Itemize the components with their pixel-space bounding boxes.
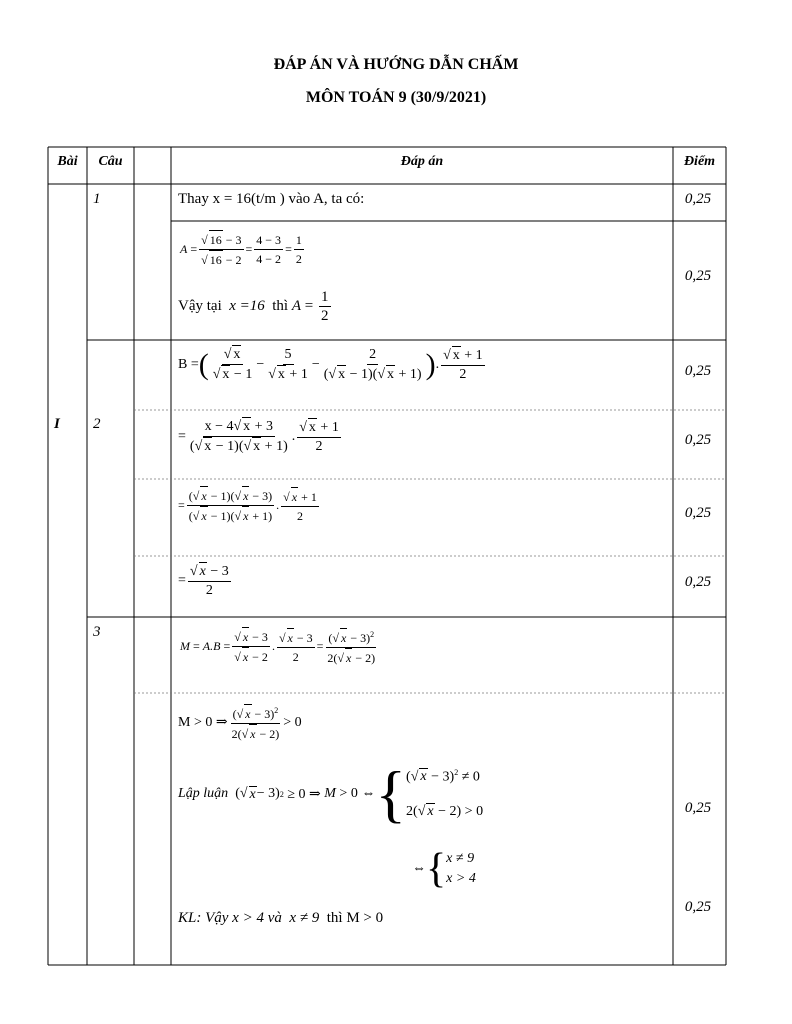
row-8-implication: M > 0 ⇒ $\frac{(√ x - 3)^2}{2(√ x - 2)}$ > 0: [178, 702, 302, 743]
row-7-formula: M = A.B = $\frac{√ x - 3}{√ x - 2}$ . $\frac{√ x - 3}{2}$ = $\frac{(√ x - 3)^2}{2(√ x - 2)}$: [180, 626, 379, 667]
header-diem: Điểm: [683, 154, 716, 169]
bai-label: I: [54, 416, 60, 432]
row-8-argument: Lập luận (√ x − 3) 2 ≥ 0 ⇒ M > 0 ⇔ { (√ x − 3)$^2$ ≠ 0 2(√ x − 2) > 0: [178, 758, 484, 829]
row-2-conclusion: Vậy tại x =16 thì A = $\frac{1}{2}$: [178, 289, 329, 324]
cau-3-label: 3: [93, 624, 101, 640]
row-4-formula: = $\frac{x - 4√ x + 3}{(√ x - 1)(√ x + 1)}$ . $\frac{√ x + 1}{2}$: [178, 419, 339, 454]
row-8-conclusion: KL: Vậy x > 4 và x ≠ 9 thì M > 0: [178, 910, 384, 926]
point-6: 0,25: [684, 574, 712, 590]
point-4: 0,25: [684, 432, 712, 448]
header-dap-an: Đáp án: [400, 154, 444, 169]
row-2-formula: A = $\frac{√ 16 - 3}{√ 16 - 2}$ = $\frac{4 - 3}{4 - 2}$ = $\frac{1}{2}$: [180, 230, 306, 269]
row-5-formula: = $\frac{(√ x - 1)(√ x - 3)}{(√ x - 1)(√ x + 1)}$ . $\frac{√ x + 1}{2}$: [178, 486, 321, 525]
row-6-formula: = $\frac{√ x - 3}{2}$: [178, 564, 229, 598]
row-8-system: ⇔ { x ≠ 9 x > 4: [412, 846, 476, 892]
point-5: 0,25: [684, 505, 712, 521]
row-3-formula: B = ( $\frac{√ x}{√ x - 1}$ − $\frac{5}{√ x + 1}$ − $\frac{2}{(√ x - 1)(√ x + 1)}$ ) . $\frac{√ x + 1}{2}$: [178, 346, 483, 382]
header-bai: Bài: [57, 154, 78, 169]
document-subtitle: MÔN TOÁN 9 (30/9/2021): [305, 89, 487, 106]
point-7: 0,25: [684, 800, 712, 816]
row-1-text: Thay x = 16(t/m ) vào A, ta có:: [178, 191, 365, 207]
document-title: ĐÁP ÁN VÀ HƯỚNG DẪN CHẤM: [273, 56, 519, 73]
point-2: 0,25: [684, 268, 712, 284]
cau-2-label: 2: [93, 416, 101, 432]
point-1: 0,25: [684, 191, 712, 207]
point-3: 0,25: [684, 363, 712, 379]
header-cau: Câu: [98, 154, 123, 169]
cau-1-label: 1: [93, 191, 101, 207]
point-8: 0,25: [684, 899, 712, 915]
